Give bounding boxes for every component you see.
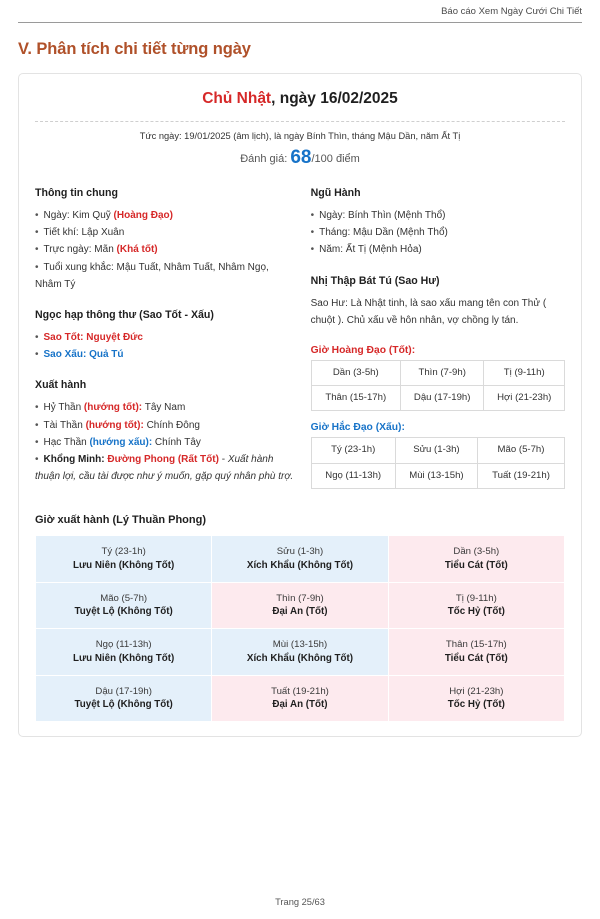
xuathanh-heading: Xuất hành — [35, 379, 87, 392]
cell-hour: Tuất (19-21h) — [271, 685, 329, 697]
list-item — [35, 329, 297, 346]
general-item-label: Ngày: Kim Quỹ — [43, 210, 114, 221]
list-item — [35, 417, 297, 434]
hacdao-table — [311, 437, 565, 489]
table-row — [311, 463, 564, 488]
cell-name: Tốc Hỷ (Tốt) — [447, 606, 505, 618]
list-item — [35, 434, 297, 451]
nguhanh-item: Tháng: Mậu Dần (Mệnh Thổ) — [319, 227, 448, 239]
score-value: 68 — [290, 147, 312, 168]
cell-name: Tiểu Cát (Tốt) — [444, 559, 508, 571]
table-row — [36, 675, 565, 722]
nguhanh-item: Ngày: Bính Thìn (Mệnh Thổ) — [319, 210, 446, 221]
general-item-label: Tiết khí: Lập Xuân — [43, 227, 125, 239]
hy-than-tag: (hướng tốt): — [83, 402, 143, 414]
table-row — [311, 438, 564, 463]
xuathanh-block — [35, 379, 297, 485]
table-cell — [212, 582, 388, 629]
list-item — [311, 207, 565, 224]
hy-than-label: Hỷ Thần — [43, 402, 84, 414]
running-header-title: Báo cáo Xem Ngày Cưới Chi Tiết — [441, 6, 582, 17]
table-cell — [388, 582, 564, 629]
table-cell: Dậu (17-19h) — [400, 386, 484, 411]
table-cell — [388, 675, 564, 722]
list-item — [35, 259, 297, 293]
cell-hour: Hợi (21-23h) — [449, 685, 504, 697]
hac-than-tag: (hướng xấu): — [89, 436, 153, 448]
tai-than-value: Chính Đông — [143, 419, 200, 431]
table-cell — [388, 629, 564, 676]
score-label: Đánh giá: — [240, 153, 288, 165]
general-info-heading: Thông tin chung — [35, 187, 118, 199]
nguhanh-list — [311, 207, 565, 259]
lunar-date-line: Tức ngày: 19/01/2025 (âm lịch), là ngày Bính Thìn, tháng Mậu Dần, năm Ất Tị — [139, 131, 461, 141]
hacdao-caption: Giờ Hắc Đạo (Xấu): — [310, 422, 405, 434]
general-item-label: Tuổi xung khắc: Mậu Tuất, Nhâm Tuất, Nhâm Ngọ, Nhâm Tý — [35, 261, 269, 290]
hoangdao-block — [311, 345, 565, 489]
table-cell: Tị (9-11h) — [484, 360, 565, 385]
table-cell: Tý (23-1h) — [311, 438, 395, 463]
score-line — [35, 147, 565, 169]
cell-hour: Tý (23-1h) — [101, 546, 146, 557]
hoangdao-table — [311, 360, 565, 412]
table-cell: Tuất (19-21h) — [478, 463, 565, 488]
table-cell — [36, 536, 212, 583]
cell-name: Tuyệt Lộ (Không Tốt) — [74, 606, 173, 618]
general-item-accent: (Khá tốt) — [116, 244, 158, 256]
cell-name: Xích Khẩu (Không Tốt) — [246, 559, 354, 571]
tai-than-label: Tài Thần — [43, 419, 86, 431]
khongminh-label: Khổng Minh: — [43, 453, 105, 465]
lythuanphong-block — [35, 514, 565, 722]
cell-hour: Mão (5-7h) — [100, 592, 148, 604]
page-footer — [0, 897, 600, 907]
list-item — [35, 399, 297, 416]
ngochap-heading: Ngọc hạp thông thư (Sao Tốt - Xấu) — [35, 308, 214, 321]
cell-name: Tiểu Cát (Tốt) — [444, 652, 508, 664]
cell-hour: Dần (3-5h) — [453, 546, 500, 557]
cell-hour: Thân (15-17h) — [445, 639, 507, 651]
hy-than-value: Tây Nam — [142, 402, 186, 414]
khongminh-dash: - — [218, 453, 226, 465]
hoangdao-caption: Giờ Hoàng Đạo (Tốt): — [310, 344, 416, 356]
table-row — [311, 386, 564, 411]
lythuanphong-table — [35, 535, 565, 722]
ngochap-list — [35, 329, 297, 363]
right-column — [311, 187, 565, 500]
day-of-week: Chủ Nhật — [202, 90, 272, 107]
ngochap-block — [35, 309, 297, 363]
list-item — [35, 346, 297, 363]
cell-hour: Mùi (13-15h) — [272, 639, 328, 651]
list-item — [35, 241, 297, 258]
running-header — [18, 0, 582, 23]
table-cell: Sửu (1-3h) — [395, 438, 477, 463]
nguhanh-block — [311, 187, 565, 259]
table-row — [311, 360, 564, 385]
hac-than-value: Chính Tây — [152, 436, 201, 448]
cell-hour: Sửu (1-3h) — [276, 546, 324, 557]
table-row — [36, 536, 565, 583]
cell-name: Lưu Niên (Không Tốt) — [73, 559, 175, 571]
table-cell — [36, 582, 212, 629]
cell-name: Đại An (Tốt) — [272, 699, 328, 711]
table-cell: Thìn (7-9h) — [400, 360, 484, 385]
day-date: , ngày 16/02/2025 — [271, 90, 398, 107]
xuathanh-list — [35, 399, 297, 485]
score-suffix: /100 điểm — [311, 153, 360, 165]
nhithap-block — [311, 275, 565, 329]
page-title: V. Phân tích chi tiết từng ngày — [18, 40, 251, 58]
nhithap-text: Sao Hư: Là Nhật tinh, là sao xấu mang tên con Thử ( chuột ). Chủ xấu về hôn nhân, vợ chồng ly tán. — [310, 297, 547, 326]
divider — [35, 121, 565, 122]
table-row — [36, 629, 565, 676]
khongminh-value: Đường Phong (Rất Tốt) — [104, 453, 219, 465]
cell-name: Tuyệt Lộ (Không Tốt) — [74, 699, 173, 711]
cell-name: Đại An (Tốt) — [272, 606, 328, 618]
table-cell: Hợi (21-23h) — [484, 386, 565, 411]
list-item — [311, 241, 565, 258]
table-cell: Dần (3-5h) — [311, 360, 400, 385]
general-info-block — [35, 187, 297, 293]
table-cell: Mùi (13-15h) — [395, 463, 477, 488]
table-cell: Mão (5-7h) — [478, 438, 565, 463]
cell-name: Lưu Niên (Không Tốt) — [73, 652, 175, 664]
day-title — [35, 90, 565, 108]
cell-name: Xích Khẩu (Không Tốt) — [246, 652, 354, 664]
tai-than-tag: (hướng tốt): — [85, 419, 144, 431]
table-cell — [212, 675, 388, 722]
nguhanh-item: Năm: Ất Tị (Mệnh Hỏa) — [319, 244, 422, 256]
list-item — [35, 207, 297, 224]
good-star: Sao Tốt: Nguyệt Đức — [43, 331, 143, 343]
table-cell — [36, 675, 212, 722]
table-row — [36, 582, 565, 629]
table-cell: Thân (15-17h) — [311, 386, 400, 411]
table-cell: Ngọ (11-13h) — [311, 463, 395, 488]
general-info-list — [35, 207, 297, 293]
cell-hour: Tị (9-11h) — [455, 592, 497, 604]
nhithap-heading: Nhị Thập Bát Tú (Sao Hư) — [310, 274, 440, 287]
detail-columns — [35, 187, 565, 500]
day-detail-card — [18, 73, 582, 737]
cell-hour: Dậu (17-19h) — [95, 685, 152, 697]
cell-hour: Ngọ (11-13h) — [95, 639, 152, 651]
list-item — [35, 451, 297, 485]
cell-name: Tốc Hỷ (Tốt) — [447, 699, 505, 711]
hac-than-label: Hạc Thần — [43, 436, 90, 448]
page-number: Trang 25/63 — [275, 897, 325, 907]
table-cell — [36, 629, 212, 676]
table-cell — [212, 629, 388, 676]
list-item — [35, 224, 297, 241]
list-item — [311, 224, 565, 241]
bad-star: Sao Xấu: Quả Tú — [43, 349, 124, 361]
khongminh-description: Xuất hành thuận lợi, cầu tài được như ý muốn, gặp quý nhân phù trợ. — [35, 453, 294, 483]
nguhanh-heading: Ngũ Hành — [310, 187, 361, 199]
lythuanphong-heading: Giờ xuất hành (Lý Thuần Phong) — [35, 514, 206, 526]
table-cell — [212, 536, 388, 583]
general-item-label: Trực ngày: Mãn — [43, 244, 117, 256]
cell-hour: Thìn (7-9h) — [276, 592, 324, 604]
table-cell — [388, 536, 564, 583]
left-column — [35, 187, 311, 500]
general-item-accent: (Hoàng Đạo) — [113, 210, 173, 221]
